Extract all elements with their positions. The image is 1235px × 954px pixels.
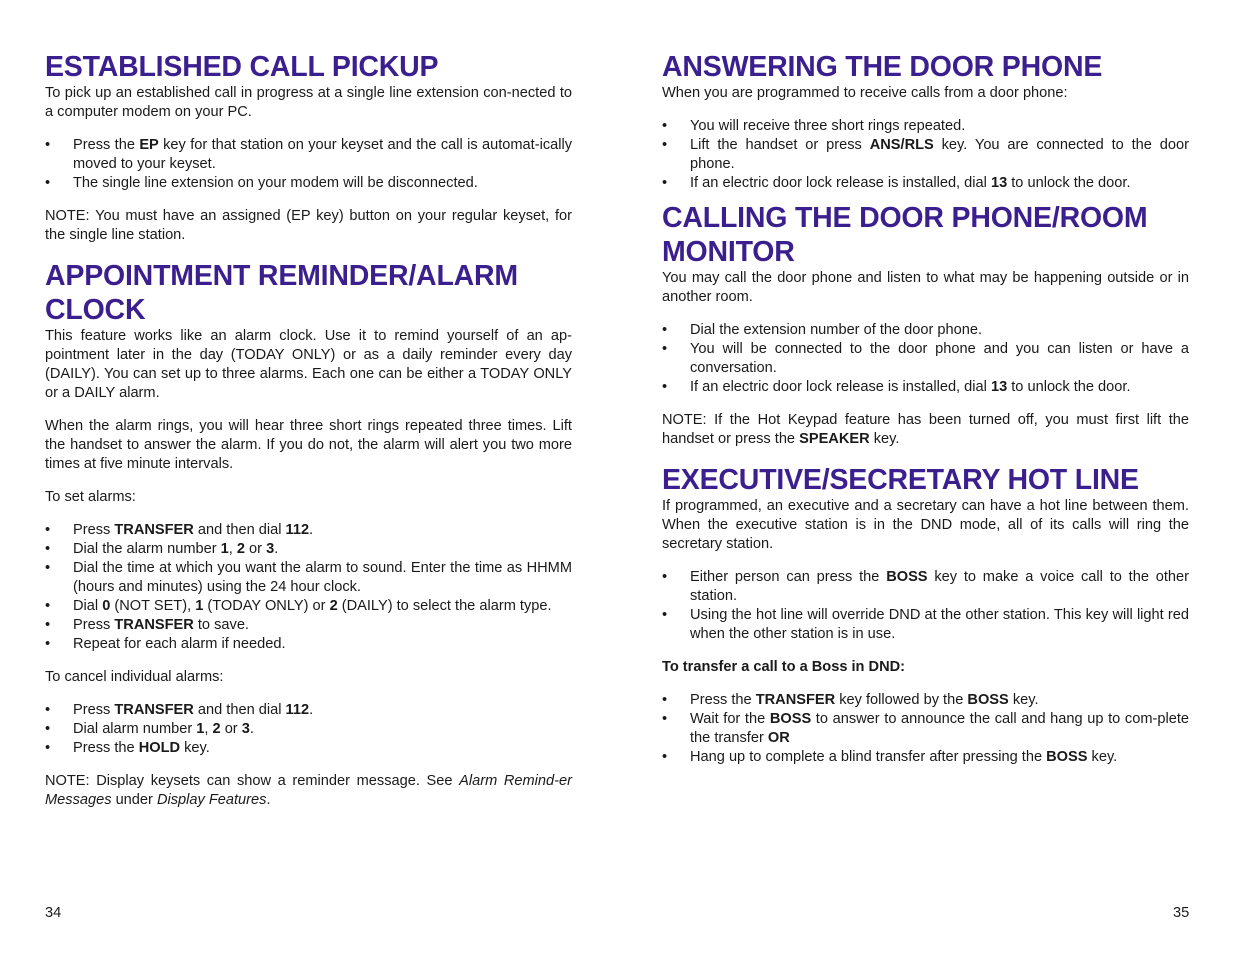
- established-bullets: [45, 136, 572, 193]
- list-item: • Press the EP key for that station on your keyset and the call is automat-ically moved to your keyset.: [45, 136, 572, 174]
- section-title-answering-door-phone: ANSWERING THE DOOR PHONE: [662, 51, 1103, 83]
- door-bullets: [662, 117, 1189, 193]
- right-page: [662, 0, 1189, 767]
- transfer-steps: [662, 691, 1189, 767]
- list-item: • Dial 0 (NOT SET), 1 (TODAY ONLY) or 2 (DAILY) to select the alarm type.: [45, 597, 572, 616]
- list-item: • You will receive three short rings repeated.: [662, 117, 1189, 136]
- list-item: • Dial the extension number of the door phone.: [662, 321, 1189, 340]
- list-item: • Lift the handset or press ANS/RLS key. You are connected to the door phone.: [662, 136, 1189, 174]
- calling-note: NOTE: If the Hot Keypad feature has been turned off, you must first lift the handset or press the SPEAKER key.: [662, 412, 1189, 447]
- exec-intro: If programmed, an executive and a secretary can have a hot line between them. When the executive station is in the DND mode, all of its calls will ring the secretary station.: [662, 498, 1189, 552]
- list-item: • Dial alarm number 1, 2 or 3.: [45, 720, 572, 739]
- section-title-calling-door-phone: CALLING THE DOOR PHONE/ROOM MONITOR: [662, 202, 1148, 268]
- calling-bullets: [662, 321, 1189, 397]
- list-item: • Hang up to complete a blind transfer after pressing the BOSS key.: [662, 748, 1189, 767]
- list-item: • Press the TRANSFER key followed by the BOSS key.: [662, 691, 1189, 710]
- list-item: • Dial the time at which you want the alarm to sound. Enter the time as HHMM (hours and minutes) using the 24 hour clock.: [45, 559, 572, 597]
- list-item: • If an electric door lock release is installed, dial 13 to unlock the door.: [662, 174, 1189, 193]
- calling-intro: You may call the door phone and listen to what may be happening outside or in another room.: [662, 270, 1189, 305]
- list-item: • The single line extension on your modem will be disconnected.: [45, 174, 572, 193]
- list-item: • You will be connected to the door phone and you can listen or have a conversation.: [662, 340, 1189, 378]
- list-item: • Press TRANSFER to save.: [45, 616, 572, 635]
- list-item: • Repeat for each alarm if needed.: [45, 635, 572, 654]
- list-item: • Press TRANSFER and then dial 112.: [45, 521, 572, 540]
- alarm-intro: This feature works like an alarm clock. Use it to remind yourself of an ap-pointment later in the day (TODAY ONLY) or as a daily reminder every day (DAILY). You can set up to three alarms. Each one can be either a TODAY ONLY or a DAILY alarm.: [45, 328, 572, 401]
- left-page: [45, 0, 572, 810]
- transfer-heading: To transfer a call to a Boss in DND:: [662, 659, 906, 675]
- section-title-established-call-pickup: ESTABLISHED CALL PICKUP: [45, 51, 439, 83]
- cancel-alarms-heading: To cancel individual alarms:: [45, 669, 224, 685]
- section-title-appointment-reminder: APPOINTMENT REMINDER/ALARM CLOCK: [45, 260, 518, 326]
- page-number-right: 35: [1173, 905, 1190, 921]
- established-intro: To pick up an established call in progress at a single line extension con-nected to a computer modem on your PC.: [45, 85, 572, 120]
- list-item: • Dial the alarm number 1, 2 or 3.: [45, 540, 572, 559]
- established-note: NOTE: You must have an assigned (EP key) button on your regular keyset, for the single line station.: [45, 208, 572, 243]
- alarm-note: NOTE: Display keysets can show a reminder message. See Alarm Remind-er Messages under Display Features.: [45, 773, 572, 808]
- set-alarms-heading: To set alarms:: [45, 489, 136, 505]
- list-item: • Wait for the BOSS to answer to announce the call and hang up to com-plete the transfer OR: [662, 710, 1189, 748]
- set-alarms-steps: [45, 521, 572, 654]
- list-item: • Either person can press the BOSS key to make a voice call to the other station.: [662, 568, 1189, 606]
- section-title-executive-secretary: EXECUTIVE/SECRETARY HOT LINE: [662, 464, 1139, 496]
- list-item: • Using the hot line will override DND at the other station. This key will light red when the other station is in use.: [662, 606, 1189, 644]
- door-intro: When you are programmed to receive calls from a door phone:: [662, 85, 1068, 101]
- list-item: • Press the HOLD key.: [45, 739, 572, 758]
- cancel-alarms-steps: [45, 701, 572, 758]
- exec-bullets: [662, 568, 1189, 644]
- page-number-left: 34: [45, 905, 62, 921]
- list-item: • Press TRANSFER and then dial 112.: [45, 701, 572, 720]
- alarm-rings-paragraph: When the alarm rings, you will hear three short rings repeated three times. Lift the handset to answer the alarm. If you do not, the alarm will alert you two more times at five minute intervals.: [45, 418, 572, 472]
- list-item: • If an electric door lock release is installed, dial 13 to unlock the door.: [662, 378, 1189, 397]
